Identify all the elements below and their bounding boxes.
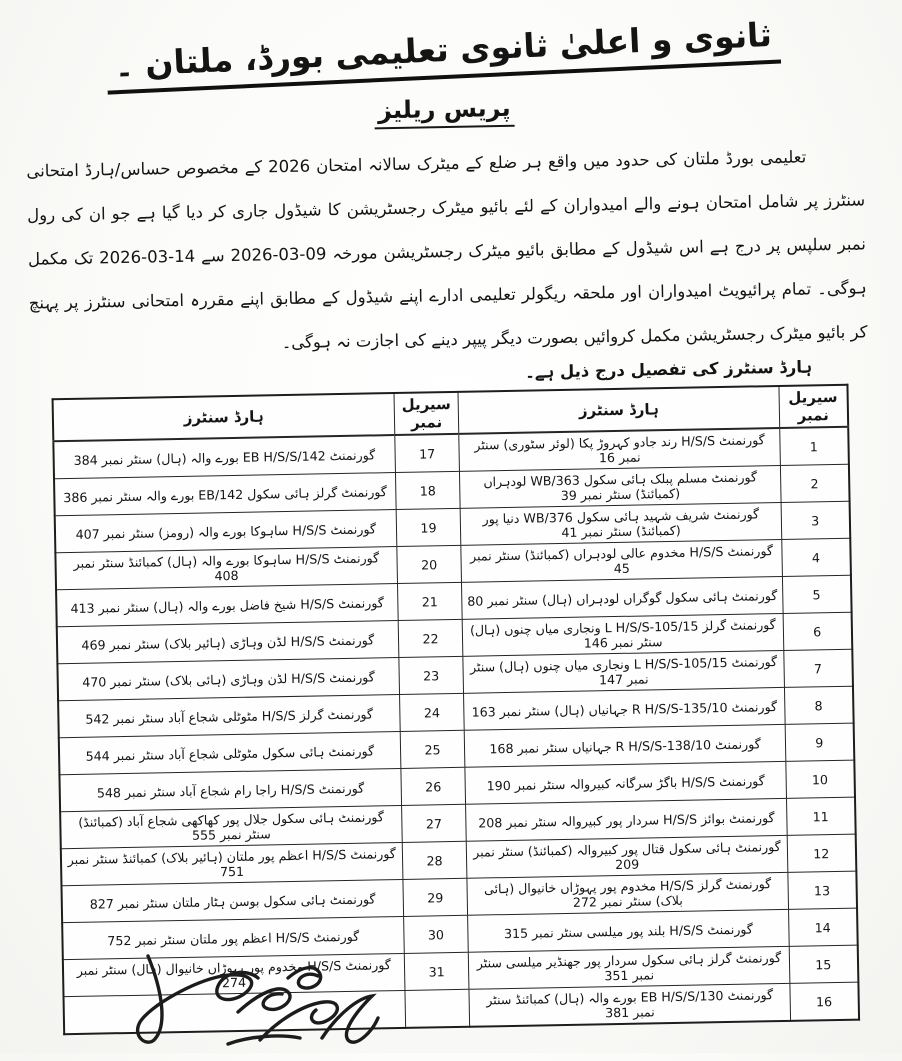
hard-center-cell: گورنمنٹ گرلز ہائی سکول سردار پور جھنڈیر میلسی سنٹر نمبر 351 (468, 946, 790, 989)
serial-number-cell: 27 (402, 804, 467, 842)
hard-center-cell: گورنمنٹ H/S/S ساہوکا بورے والہ (رومز) سنٹر نمبر 407 (54, 510, 397, 553)
serial-number-cell: 10 (786, 760, 855, 798)
hard-center-cell: گورنمنٹ ہائی سکول جلال پور کھاکھی شجاع آباد (کمبائنڈ) سنٹر نمبر 555 (60, 805, 403, 848)
hard-center-cell: گورنمنٹ H/S/S باگڑ سرگانہ کبیروالہ سنٹر نمبر 190 (465, 761, 787, 804)
hard-center-cell: گورنمنٹ H/S/S اعظم پور ملتان (ہائیر بلاک) کمبائنڈ سنٹر نمبر 751 (60, 842, 403, 885)
serial-number-cell: 30 (404, 915, 469, 953)
hard-center-cell: گورنمنٹ گرلز H/S/S مٹوٹلی شجاع آباد سنٹر نمبر 542 (58, 694, 401, 737)
serial-number-cell: 4 (782, 538, 851, 576)
serial-number-cell: 6 (783, 612, 852, 650)
hard-centers-table (51, 384, 860, 1035)
serial-number-cell: 3 (781, 501, 850, 539)
header-centers-right: ہارڈ سنٹرز (458, 386, 780, 434)
hard-center-cell: گورنمنٹ ہائی سکول مٹوٹلی شجاع آباد سنٹر نمبر 544 (58, 731, 401, 774)
serial-number-cell: 19 (396, 508, 461, 546)
hard-center-cell: گورنمنٹ 105/15-L H/S/S ونجاری میاں چنوں (ہال) سنٹر نمبر 147 (463, 650, 785, 693)
hard-center-cell: گورنمنٹ مسلم پبلک ہائی سکول 363/WB لودہراں (کمبائنڈ) سنٹر نمبر 39 (459, 465, 781, 508)
header-serial-left: سیریل نمبر (394, 392, 459, 435)
hard-center-cell: گورنمنٹ ہائی سکول گوگراں لودہراں (ہال) سنٹر نمبر 80 (461, 576, 783, 619)
serial-number-cell: 15 (789, 945, 858, 983)
hard-center-cell: گورنمنٹ ہائی سکول قتال پور کبیروالہ (کمبائنڈ) سنٹر نمبر 209 (466, 835, 788, 878)
hard-center-cell: گورنمنٹ H/S/S راجا رام شجاع آباد سنٹر نمبر 548 (59, 768, 402, 811)
serial-number-cell: 29 (403, 878, 468, 916)
serial-number-cell: 11 (787, 797, 856, 835)
hard-center-cell: گورنمنٹ بوائز H/S/S سردار پور کبیروالہ سنٹر نمبر 208 (466, 798, 788, 841)
title-wrap (0, 9, 895, 100)
serial-number-cell: 8 (785, 686, 854, 724)
hard-center-cell: گورنمنٹ 142/EB H/S/S بورے والہ (ہال) سنٹر نمبر 384 (53, 435, 396, 479)
serial-number-cell: 13 (788, 871, 857, 909)
hard-center-cell: گورنمنٹ 130/EB H/S/S بورے والہ (ہال) کمبائنڈ سنٹر نمبر 381 (469, 983, 791, 1026)
subtitle-wrap (0, 87, 896, 137)
hard-center-cell: گورنمنٹ ہائی سکول بوسن ہٹار ملتان سنٹر نمبر 827 (61, 879, 404, 922)
hard-center-cell: گورنمنٹ H/S/S لڈن وہاڑی (ہائیر بلاک) سنٹر نمبر 469 (56, 620, 399, 663)
serial-number-cell: 26 (401, 767, 466, 805)
hard-center-cell: گورنمنٹ گرلز H/S/S مخدوم پور پہوڑاں خانیوال (ہائی بلاک) سنٹر نمبر 272 (467, 872, 789, 915)
hard-center-cell: گورنمنٹ گرلز 105/15-L H/S/S ونجاری میاں چنوں (ہال) سنٹر نمبر 146 (462, 613, 784, 656)
hard-center-cell: گورنمنٹ H/S/S اعظم پور ملتان سنٹر نمبر 752 (62, 916, 405, 959)
press-release-heading: پریس ریلیز (374, 94, 515, 130)
serial-number-cell: 16 (790, 982, 859, 1021)
serial-number-cell: 7 (784, 649, 853, 687)
serial-number-cell: 20 (397, 545, 462, 583)
hard-center-cell: گورنمنٹ 135/10-R H/S/S جہانیاں (ہال) سنٹر نمبر 163 (464, 687, 786, 730)
hard-center-cell: گورنمنٹ H/S/S لڈن وہاڑی (ہائی بلاک) سنٹر نمبر 470 (57, 657, 400, 700)
serial-number-cell: 18 (395, 471, 460, 509)
serial-number-cell: 22 (398, 619, 463, 657)
hard-center-cell: گورنمنٹ شریف شہید ہائی سکول 376/WB دنیا پور (کمبائنڈ) سنٹر نمبر 41 (460, 502, 782, 545)
serial-number-cell: 5 (782, 575, 851, 613)
serial-number-cell: 12 (787, 834, 856, 872)
notice-paragraph: تعلیمی بورڈ ملتان کی حدود میں واقع ہر ضلع کے میٹرک سالانہ امتحان 2026 کے مخصوص حساس/ہارڈ امتحانی سنٹرز پر شامل امتحان ہونے والے امیدواران کے لئے بائیو میٹرک رجسٹریشن کا شیڈول جاری کر دیا گیا ہے جو ان کی رول نمبر سلپس پر درج ہے اس شیڈول کے مطابق بائیو میٹرک رجسٹریشن مورخہ 09-03-2026 سے 14-03-2026 تک مکمل ہوگی۔ تمام پرائیویٹ امیدواران اور ملحقہ ریگولر تعلیمی ادارے اپنے شیڈول کے مطابق اپنے مقررہ امتحانی سنٹرز پر پہنچ کر بائیو میٹرک رجسٹریشن مکمل کروائیں بصورت دیگر پیپر دینے کی اجازت نہ ہوگی۔ (26, 147, 868, 353)
serial-number-cell: 14 (789, 908, 858, 946)
serial-number-cell: 17 (395, 434, 460, 473)
hard-center-cell: گورنمنٹ H/S/S مخدوم عالی لودہراں (کمبائنڈ) سنٹر نمبر 45 (461, 539, 783, 582)
serial-number-cell: 2 (780, 464, 849, 502)
hard-center-cell: گورنمنٹ H/S/S رند جادو کہروڑ پکا (لوئر سٹوری) سنٹر نمبر 16 (459, 428, 781, 471)
serial-number-cell: 25 (400, 730, 465, 768)
hard-center-cell: گورنمنٹ گرلز ہائی سکول 142/EB بورے والہ سنٹر نمبر 386 (54, 473, 397, 516)
hard-center-cell: گورنمنٹ H/S/S بلند پور میلسی سنٹر نمبر 315 (468, 909, 790, 952)
serial-number-cell: 28 (402, 841, 467, 879)
serial-number-cell: 24 (400, 693, 465, 731)
hard-center-cell: گورنمنٹ 138/10-R H/S/S جہانیاں سنٹر نمبر 168 (464, 724, 786, 767)
header-centers-left: ہارڈ سنٹرز (52, 393, 395, 441)
serial-number-cell: 9 (785, 723, 854, 761)
hard-center-cell: گورنمنٹ H/S/S ساہوکا بورے والہ (ہال) کمبائنڈ سنٹر نمبر 408 (55, 547, 398, 590)
table-intro-line: ہارڈ سنٹرز کی تفصیل درج ذیل ہے۔ (524, 357, 813, 382)
page-title: ثانوی و اعلیٰ ثانوی تعلیمی بورڈ، ملتان ۔ (106, 15, 781, 95)
signature (110, 948, 430, 1053)
serial-number-cell: 23 (399, 656, 464, 694)
serial-number-cell: 21 (398, 582, 463, 620)
hard-center-cell: گورنمنٹ H/S/S شیخ فاضل بورے والہ (ہال) سنٹر نمبر 413 (56, 583, 399, 626)
serial-number-cell: 1 (780, 427, 849, 466)
serial-number-cell: 31 (404, 952, 469, 990)
hard-center-cell: گورنمنٹ H/S/S مخدوم پور پہوڑاں خانیوال (ہال) سنٹر نمبر 274 (62, 953, 405, 996)
header-serial-right: سیریل نمبر (779, 385, 848, 428)
hard-centers-table-body (53, 427, 859, 1034)
